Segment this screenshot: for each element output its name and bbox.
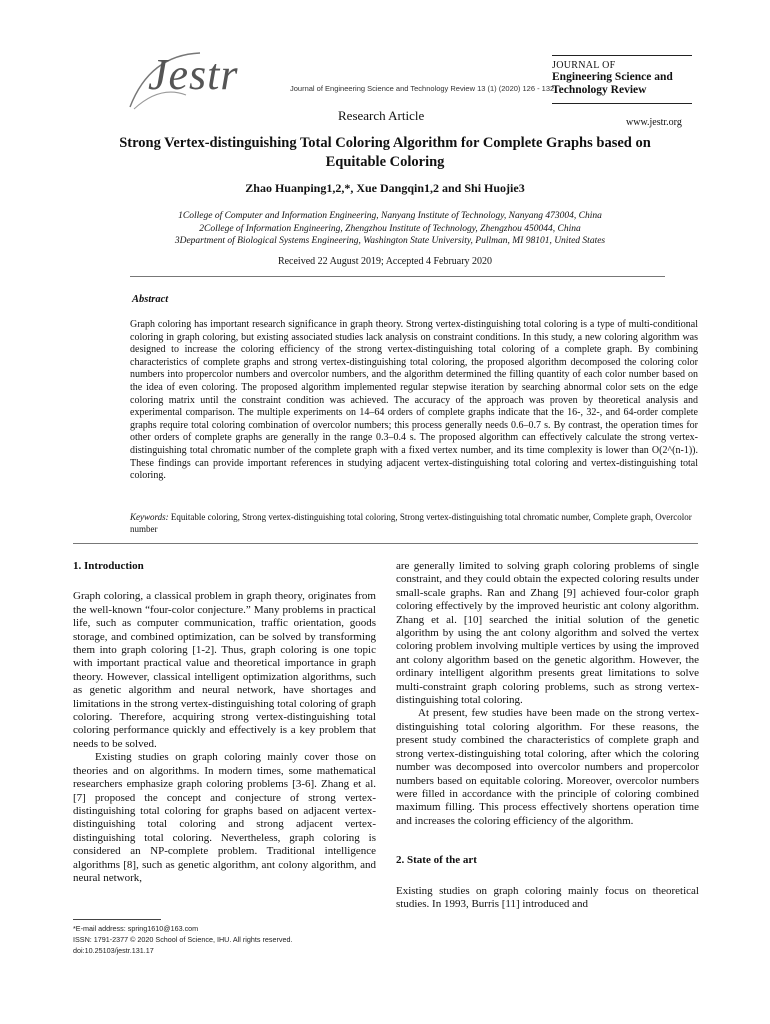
corresponding-email: *E-mail address: spring1610@163.com — [73, 924, 199, 933]
intro-paragraph-4: At present, few studies have been made on the strong vertex-distinguishing total coloring algorithm. For these reasons, the present study combined the characteristics of complete graph and strong vertex-distinguishing total coloring, after which the coloring number was decomposed into overcolor numbers and propercolor numbers based on equitable coloring. Moreover, overcolor numbers were filled in accordance with the principle of coloring combined maximum filling. This process effectively shortens operation time and increases the coloring efficiency of the algorithm. — [396, 707, 699, 827]
divider-top — [130, 276, 665, 277]
intro-paragraph-2: Existing studies on graph coloring mainly cover those on theories and on algorithms. In modern times, some mathematical researchers emphasize graph coloring problems [3-6]. Zhang et al. [7] proposed the concept and conjecture of strong vertex-distinguishing total coloring for graphs based on adjacent vertex-distinguishing total coloring and strong adjacent vertex-distinguishing total coloring. Nevertheless, graph coloring is considered an NP-complete problem. Traditional intelligence algorithms [8], such as genetic algorithm, ant colony algorithm, and neural network, — [73, 751, 376, 884]
masthead-rule-bottom — [552, 103, 692, 104]
keywords-label: Keywords: — [130, 512, 169, 522]
state-of-art-paragraph-1: Existing studies on graph coloring mainly focus on theoretical studies. In 1993, Burris [11] introduced and — [396, 884, 699, 910]
affiliation-3: 3Department of Biological Systems Engineering, Washington State University, Pullman, MI 98101, United States — [174, 236, 606, 246]
footnote — [73, 923, 292, 956]
divider-bottom — [73, 543, 698, 544]
body-column-right — [396, 560, 699, 911]
doi: doi:10.25103/jestr.131.17 — [73, 946, 154, 955]
affiliation-1: 1College of Computer and Information Engineering, Nanyang Institute of Technology, Nanyang 473004, China — [178, 211, 602, 221]
keywords — [130, 511, 698, 535]
article-type: Research Article — [338, 108, 425, 123]
journal-masthead — [552, 55, 692, 104]
journal-label: JOURNAL OF — [552, 60, 616, 71]
footnote-rule — [73, 919, 161, 920]
abstract-heading: Abstract — [132, 294, 169, 305]
issn-copyright: ISSN: 1791-2377 © 2020 School of Science, IHU. All rights reserved. — [73, 935, 293, 944]
body-column-left — [73, 560, 376, 885]
received-dates: Received 22 August 2019; Accepted 4 February 2020 — [277, 256, 493, 267]
journal-website-link[interactable]: www.jestr.org — [626, 117, 682, 128]
section-heading-state-of-art: 2. State of the art — [396, 854, 477, 867]
section-heading-introduction: 1. Introduction — [73, 560, 144, 572]
affiliation-2: 2College of Information Engineering, Zhengzhou Institute of Technology, Zhengzhou 450044, China — [199, 223, 581, 234]
journal-logo — [120, 45, 240, 115]
keywords-list: Equitable coloring, Strong vertex-distinguishing total coloring, Strong vertex-distinguishing total chromatic number, Complete graph, Overcolor number — [130, 512, 692, 534]
paper-title: Strong Vertex-distinguishing Total Coloring Algorithm for Complete Graphs based on Equitable Coloring — [119, 135, 651, 170]
abstract-text: Graph coloring has important research significance in graph theory. Strong vertex-distinguishing total coloring is a type of multi-conditional coloring in graph coloring, but existing associated studies lack analysis on constraint conditions. In this study, a new coloring algorithm was designed to increase the coloring efficiency of the strong vertex-distinguishing total coloring of a complete graph. By combining characteristics of complete graphs and strong vertex-distinguishing total coloring, the proposed algorithm decomposed the coloring color numbers into propercolor numbers and overcolor numbers, and the algorithm determined the filling quantity of each color number based on the idea of even coloring. The proposed algorithm implemented regular stepwise iteration by searching abnormal color sets on the edge coloring matrix until the constraint condition was achieved. The accuracy of the approach was proven by theoretical analysis and experimental comparison. The multiple experiments on 14–64 orders of complete graphs indicate that the 16-, 32-, and 64-order complete graphs require total coloring combination of overcolor numbers; this process generally needs 0.6–0.7 s. By contrast, the operation times for other orders of complete graphs are generally in the range 0.3–0.4 s. The proposed algorithm can effectively calculate the strong vertex-distinguishing total chromatic number of the complete graph with a fixed vertex number, and its time complexity is lower than O(2^(n-1)). These findings can provide important references in studying adjacent vertex-distinguishing total coloring and vertex-distinguishing total coloring. — [130, 319, 698, 482]
intro-paragraph-1: Graph coloring, a classical problem in graph theory, originates from the well-known “four-color conjecture.” Many problems in practical life, such as computer communication, traffic orientation, goods storage, and combined optimization, can be solved by transforming them into graph coloring [1-2]. Thus, graph coloring is one topic with important practical value and theoretical importance in graph theory. However, classical intelligent optimization algorithms, such as genetic algorithm and neural network, have shortages and limitations in the strong vertex-distinguishing total coloring of graph coloring. Therefore, acquiring strong vertex-distinguishing total coloring performance quickly and effectively is a key problem that needs to be solved. — [73, 590, 376, 750]
affiliations — [100, 210, 680, 248]
intro-paragraph-3: are generally limited to solving graph coloring problems of single constraint, and they could obtain the expected coloring results under small-scale graphs. Ran and Zhang [9] achieved four-color graph coloring effectively by the improved heuristic ant colony algorithm. Zhang et al. [10] searched the initial solution of the genetic algorithm by using the ant colony algorithm and solved the vertex coloring problem involving multiple vertices by using the improved ant colony algorithm based on the genetic algorithm. However, the ordinary intelligent algorithm presents great limitations to solve multi-constraint graph coloring problems, such as strong vertex-distinguishing total coloring. — [396, 560, 699, 707]
journal-citation-line: Journal of Engineering Science and Technology Review 13 (1) (2020) 126 - 132 — [290, 84, 555, 93]
logo-text: Jestr — [148, 50, 239, 99]
author-list: Zhao Huanping1,2,*, Xue Dangqin1,2 and Shi Huojie3 — [245, 181, 525, 195]
journal-name: Engineering Science and Technology Review — [552, 71, 673, 96]
masthead-rule-top — [552, 55, 692, 56]
